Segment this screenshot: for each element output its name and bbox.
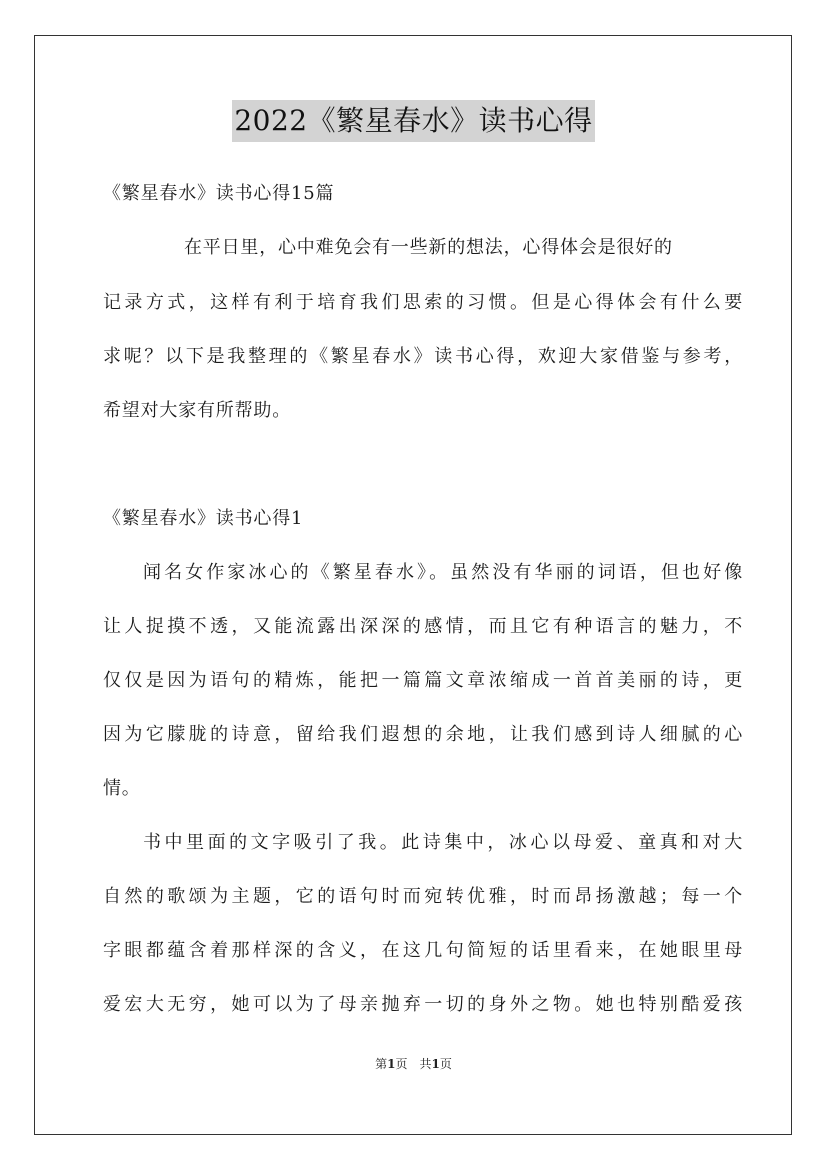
document-title: 2022《繁星春水》读书心得 (232, 100, 594, 142)
intro-line: 求呢？以下是我整理的《繁星春水》读书心得，欢迎大家借鉴与参考， (103, 346, 743, 367)
title-container (0, 100, 827, 142)
paragraph-line: 因为它朦胧的诗意，留给我们遐想的余地，让我们感到诗人细腻的心 (103, 724, 743, 745)
page-footer (0, 1056, 827, 1072)
paragraph-line: 爱宏大无穷，她可以为了母亲抛弃一切的身外之物。她也特别酷爱孩 (103, 994, 743, 1015)
intro-line: 记录方式，这样有利于培育我们思索的习惯。但是心得体会有什么要 (103, 292, 743, 313)
paragraph-line: 让人捉摸不透，又能流露出深深的感情，而且它有种语言的魅力，不 (103, 616, 743, 637)
intro-line: 在平日里，心中难免会有一些新的想法，心得体会是很好的 (184, 237, 673, 258)
paragraph-line: 字眼都蕴含着那样深的含义，在这几句简短的话里看来，在她眼里母 (103, 940, 743, 961)
page-number-prefix: 第 (375, 1057, 388, 1071)
page-number-suffix: 页 (439, 1057, 452, 1071)
document-subtitle: 《繁星春水》读书心得15篇 (103, 183, 335, 204)
intro-line: 希望对大家有所帮助。 (103, 400, 291, 421)
paragraph-line: 自然的歌颂为主题，它的语句时而宛转优雅，时而昂扬激越；每一个 (103, 886, 743, 907)
paragraph-line: 书中里面的文字吸引了我。此诗集中，冰心以母爱、童真和对大 (143, 832, 743, 853)
section-heading: 《繁星春水》读书心得1 (103, 508, 304, 529)
page-number-current: 1 (387, 1057, 396, 1071)
page-number-total: 1 (431, 1057, 440, 1071)
paragraph-line: 情。 (103, 778, 141, 799)
page-number-mid: 页 共 (395, 1057, 432, 1071)
paragraph-line: 闻名女作家冰心的《繁星春水》。虽然没有华丽的词语，但也好像 (143, 562, 743, 583)
paragraph-line: 仅仅是因为语句的精炼，能把一篇篇文章浓缩成一首首美丽的诗，更 (103, 670, 743, 691)
